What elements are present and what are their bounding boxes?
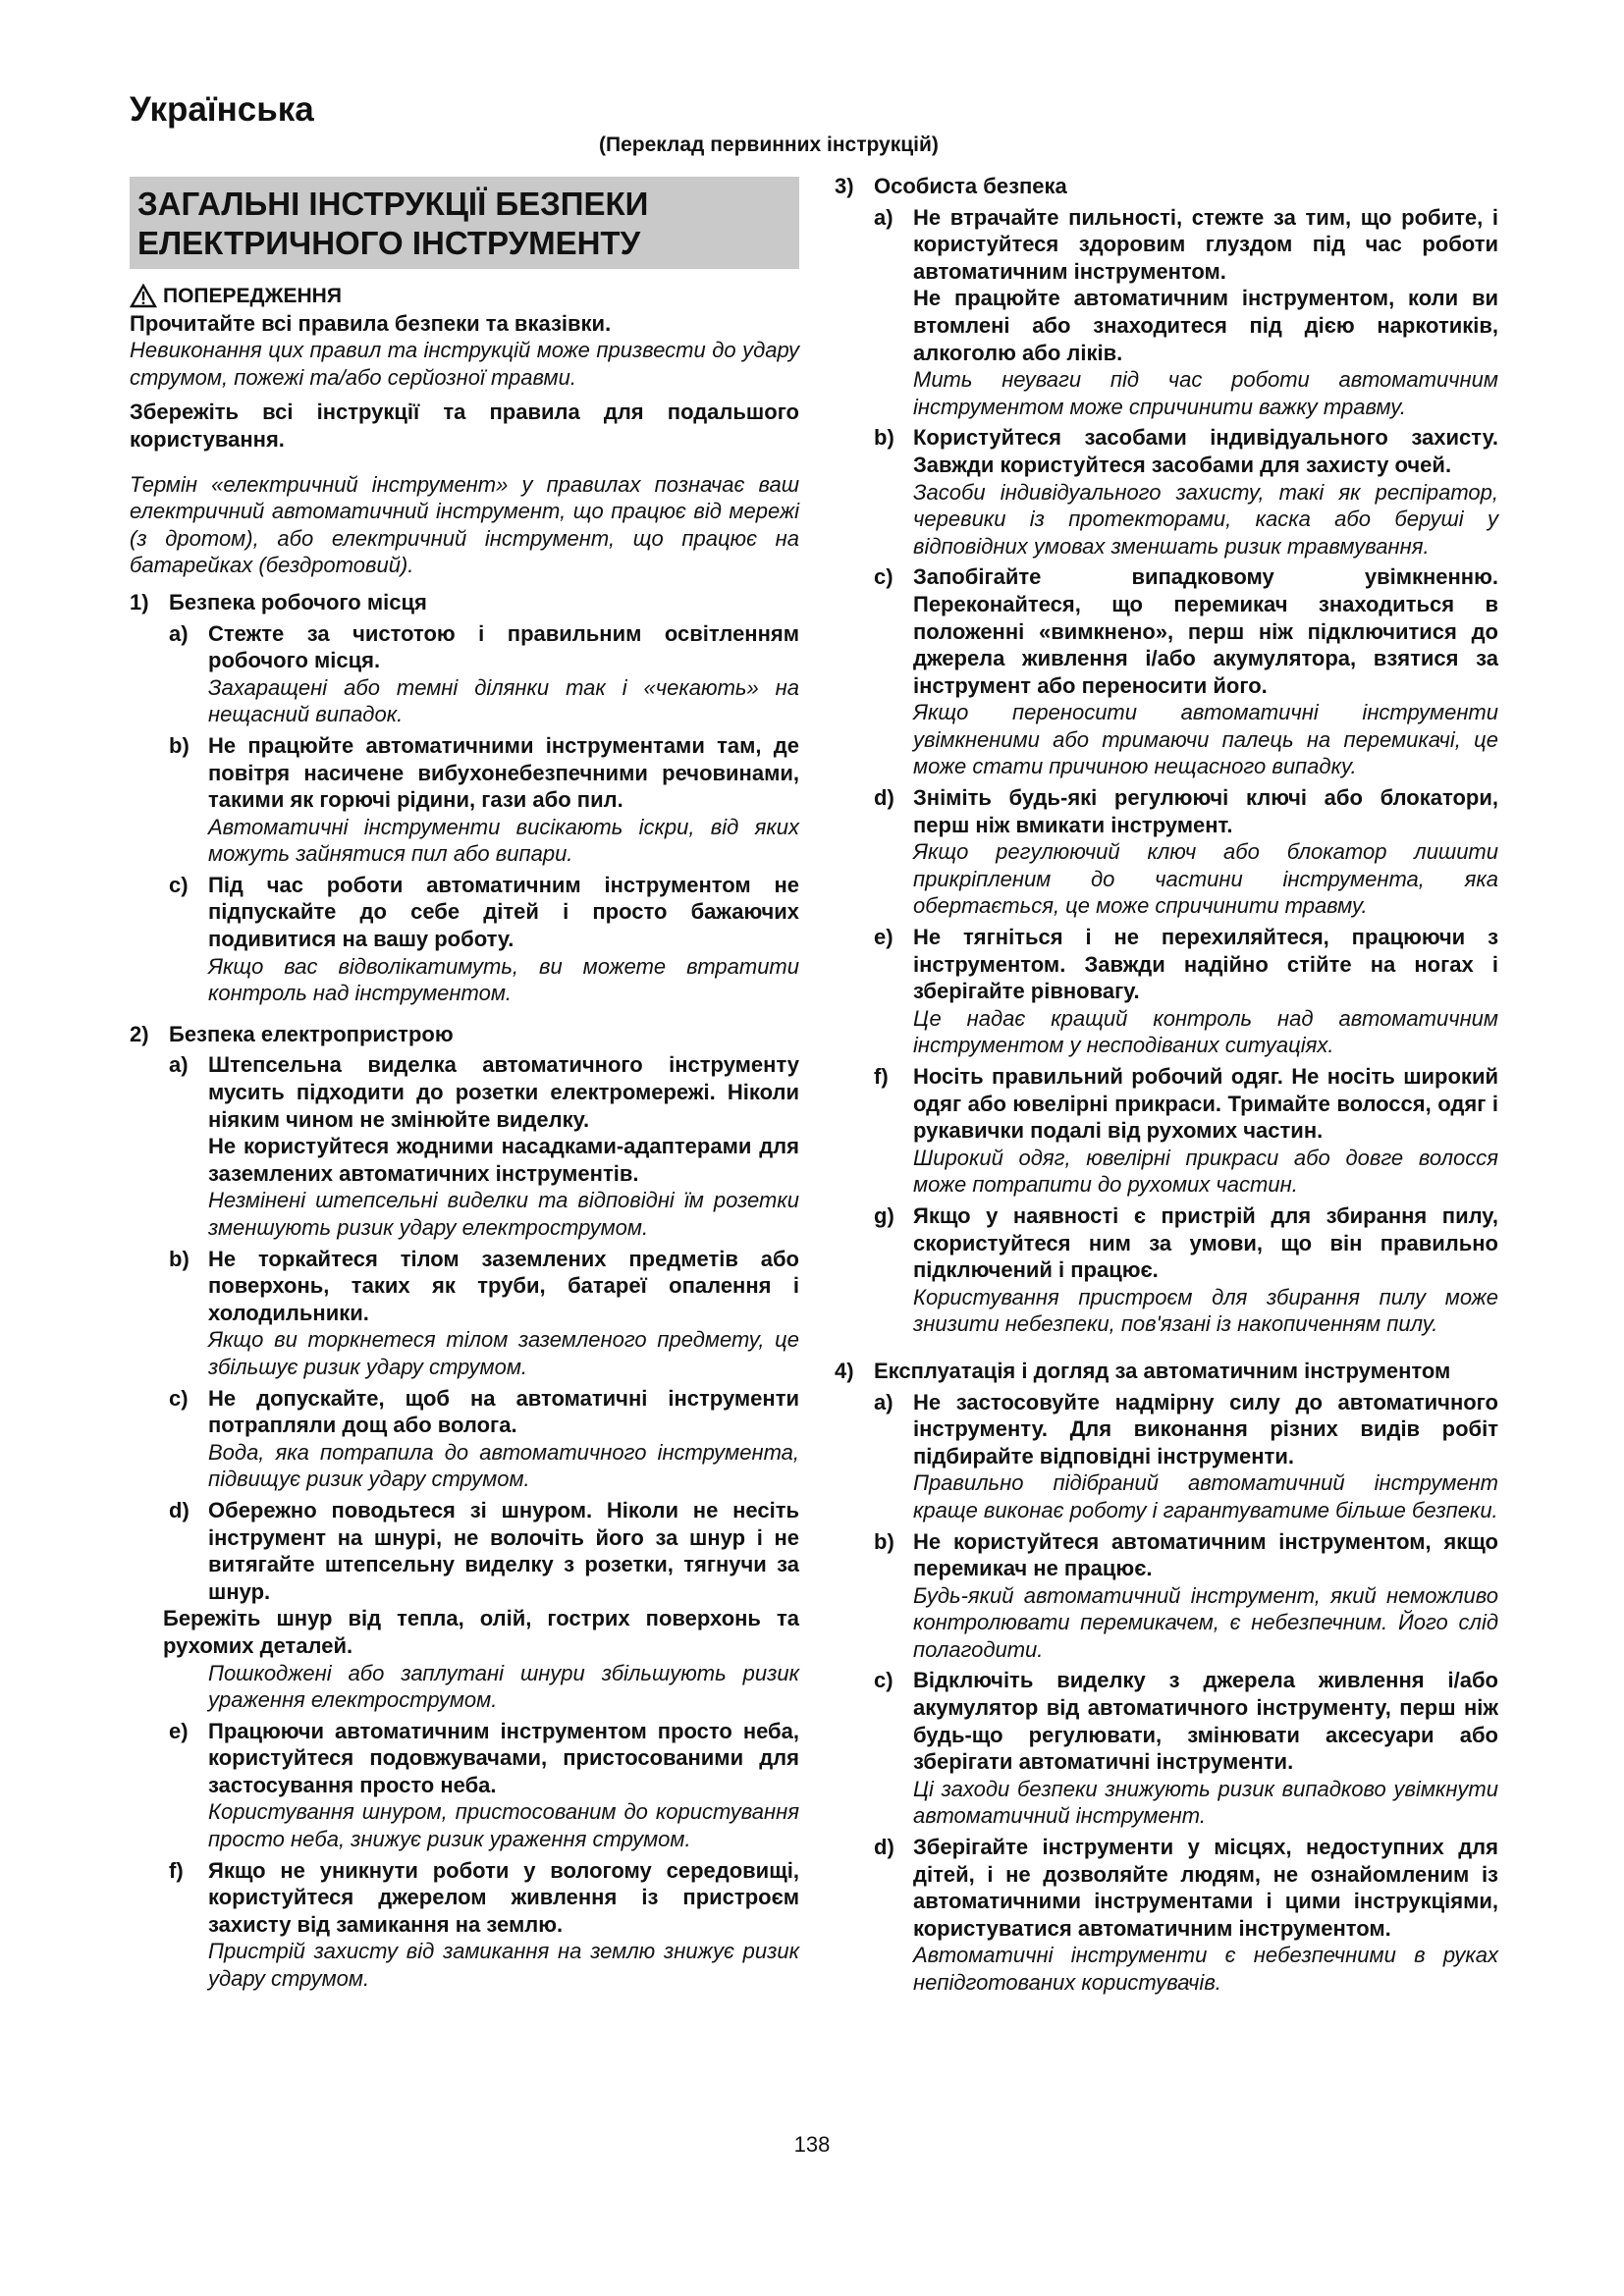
item-bold: Не працюйте автоматичними інструментами там, де повітря насичене вибухонебезпечними речовинами, такими як горючі рідини, гази або пил. bbox=[208, 732, 799, 813]
item-bold: Не працюйте автоматичним інструментом, коли ви втомлені або знаходитеся під дією наркотиків, алкоголю або ліків. bbox=[913, 286, 1498, 365]
item-italic: Пристрій захисту від замикання на землю знижує ризик удару струмом. bbox=[208, 1939, 799, 1992]
warning-heading bbox=[130, 283, 799, 310]
section-3-heading bbox=[835, 173, 1498, 200]
item-italic: Якщо ви торкнетеся тілом заземленого предмету, це збільшує ризик удару струмом. bbox=[208, 1327, 799, 1379]
warning-label: ПОПЕРЕДЖЕННЯ bbox=[163, 285, 342, 307]
list-item bbox=[874, 784, 1498, 920]
list-item bbox=[874, 1389, 1498, 1524]
item-italic: Якщо вас відволікатимуть, ви можете втратити контроль над інструментом. bbox=[208, 953, 799, 1006]
item-label: a) bbox=[874, 204, 893, 230]
item-italic: Засоби індивідуального захисту, такі як респіратор, черевики із протекторами, каска або беруші у відповідних умовах зменшать ризик травмування. bbox=[913, 479, 1498, 559]
language-heading: Українська bbox=[130, 90, 314, 129]
list-item bbox=[874, 1528, 1498, 1664]
list-item bbox=[169, 1857, 799, 1993]
list-item bbox=[169, 872, 799, 1007]
item-bold: Носіть правильний робочий одяг. Не носіть широкий одяг або ювелірні прикраси. Тримайте волосся, одяг і рукавички подалі від рухомих частин. bbox=[913, 1064, 1498, 1144]
list-item bbox=[874, 1834, 1498, 1997]
section-number: 2) bbox=[130, 1021, 149, 1046]
section-number: 4) bbox=[835, 1358, 854, 1383]
item-bold: Відключіть виделку з джерела живлення і/або акумулятор від автоматичного інструменту, перш ніж будь-що регулювати, змінювати аксесуари або зберігати автоматичні інструменти. bbox=[913, 1668, 1498, 1775]
list-item bbox=[169, 1246, 799, 1381]
item-bold: Не торкайтеся тілом заземлених предметів або поверхонь, таких як труби, батареї опалення і холодильники. bbox=[208, 1246, 799, 1325]
item-italic: Автоматичні інструменти є небезпечними в руках непідготованих користувачів. bbox=[913, 1943, 1498, 1995]
section-4-heading bbox=[835, 1358, 1498, 1385]
item-label: d) bbox=[874, 785, 894, 811]
item-label: g) bbox=[874, 1202, 894, 1228]
item-italic: Правильно підібраний автоматичний інструмент краще виконає роботу і гарантуватиме більше безпеки. bbox=[913, 1470, 1498, 1522]
item-label: c) bbox=[169, 1385, 189, 1411]
save-instructions: Збережіть всі інструкції та правила для подальшого користування. bbox=[130, 400, 799, 452]
section-title: Експлуатація і догляд за автоматичним інструментом bbox=[874, 1358, 1451, 1383]
item-bold: Не користуйтеся автоматичним інструментом, якщо перемикач не працює. bbox=[913, 1528, 1498, 1581]
item-label: c) bbox=[874, 1668, 893, 1693]
item-bold: Під час роботи автоматичним інструментом не підпускайте до себе дітей і просто бажаючих подивитися на вашу роботу. bbox=[208, 872, 799, 952]
list-item bbox=[169, 1718, 799, 1853]
section-title-box: ЗАГАЛЬНІ ІНСТРУКЦІЇ БЕЗПЕКИ ЕЛЕКТРИЧНОГО ІНСТРУМЕНТУ bbox=[130, 177, 799, 269]
item-label: a) bbox=[874, 1389, 893, 1415]
item-label: c) bbox=[874, 564, 893, 590]
item-bold: Не втрачайте пильності, стежте за тим, що робите, і користуйтеся здоровим глуздом під час роботи автоматичним інструментом. bbox=[913, 204, 1498, 284]
list-item bbox=[874, 424, 1498, 560]
item-bold: Бережіть шнур від тепла, олій, гострих поверхонь та рухомих деталей. bbox=[163, 1606, 799, 1658]
item-bold: Запобігайте випадковому увімкненню. Переконайтеся, що перемикач знаходиться в положенні «вимкнено», перш ніж підключитися до джерела живлення і/або акумулятора, взятися за інструмент або переносити його. bbox=[913, 564, 1498, 698]
list-item bbox=[874, 1667, 1498, 1830]
item-bold: Якщо не уникнути роботи у вологому середовищі, користуйтеся джерелом живлення із пристроєм захисту від замикання на землю. bbox=[208, 1857, 799, 1937]
item-bold: Не застосовуйте надмірну силу до автоматичного інструменту. Для виконання різних видів робіт підбирайте відповідні інструменти. bbox=[913, 1389, 1498, 1468]
term-definition: Термін «електричний інструмент» у правилах позначає ваш електричний автоматичний інструмент, що працює від мережі (з дротом), або електричний інструмент, що працює на батарейках (бездротовий). bbox=[130, 471, 799, 578]
warning-triangle-icon bbox=[130, 284, 157, 308]
item-label: e) bbox=[874, 925, 893, 950]
section-number: 3) bbox=[835, 174, 854, 198]
item-label: d) bbox=[169, 1497, 189, 1522]
item-italic: Захаращені або темні ділянки так і «чекають» на нещасний випадок. bbox=[208, 674, 799, 727]
list-item bbox=[169, 1497, 799, 1605]
item-italic: Незмінені штепсельні виделки та відповідні їм розетки зменшують ризик удару електрострумом. bbox=[208, 1188, 799, 1240]
item-italic: Будь-який автоматичний інструмент, який неможливо контролювати перемикачем, є небезпечним. Його слід полагодити. bbox=[913, 1582, 1498, 1662]
section-number: 1) bbox=[130, 589, 149, 614]
item-label: d) bbox=[874, 1835, 894, 1860]
item-italic: Вода, яка потрапила до автоматичного інструмента, підвищує ризик удару струмом. bbox=[208, 1439, 799, 1492]
right-column bbox=[835, 173, 1498, 1997]
item-italic: Широкий одяг, ювелірні прикраси або довге волосся може потрапити до рухомих частин. bbox=[913, 1145, 1498, 1198]
item-bold: Не користуйтеся жодними насадками-адаптерами для заземлених автоматичних інструментів. bbox=[208, 1134, 799, 1186]
page-number: 138 bbox=[793, 2132, 831, 2157]
item-italic: Пошкоджені або заплутані шнури збільшують ризик ураження електрострумом. bbox=[208, 1660, 799, 1713]
item-italic: Це надає кращий контроль над автоматичним інструментом у несподіваних ситуаціях. bbox=[913, 1005, 1498, 1058]
item-label: b) bbox=[874, 1528, 894, 1554]
item-italic: Якщо регулюючий ключ або блокатор лишити прикріпленим до частини інструмента, яка обертається, це може спричинити травму. bbox=[913, 839, 1498, 919]
list-item bbox=[874, 204, 1498, 421]
item-label: b) bbox=[169, 1246, 189, 1271]
item-label: a) bbox=[169, 1052, 189, 1078]
item-label: a) bbox=[169, 620, 189, 646]
translation-subtitle: (Переклад первинних інструкцій) bbox=[599, 133, 939, 156]
list-item bbox=[169, 732, 799, 868]
item-bold: Працюючи автоматичним інструментом просто неба, користуйтеся подовжувачами, пристосованими для застосування просто неба. bbox=[208, 1718, 799, 1797]
item-bold: Обережно поводьтеся зі шнуром. Ніколи не несіть інструмент на шнурі, не волочіть його за шнур і не витягайте штепсельну виделку з розетки, тягнучи за шнур. bbox=[208, 1497, 799, 1604]
list-item bbox=[874, 563, 1498, 780]
section-title: Особиста безпека bbox=[874, 174, 1067, 198]
item-italic: Якщо переносити автоматичні інструменти увімкненими або тримаючи палець на перемикачі, це може стати причиною нещасного випадку. bbox=[913, 700, 1498, 779]
intro-italic: Невиконання цих правил та інструкцій може призвести до удару струмом, пожежі та/або серйозної травми. bbox=[130, 338, 799, 390]
item-italic: Мить неуваги під час роботи автоматичним інструментом може спричинити важку травму. bbox=[913, 367, 1498, 419]
left-column bbox=[130, 177, 799, 1993]
list-item bbox=[874, 1063, 1498, 1199]
item-bold: Штепсельна виделка автоматичного інструменту мусить підходити до розетки електромережі. Ніколи ніяким чином не змінюйте виделку. bbox=[208, 1052, 799, 1132]
list-item bbox=[169, 1051, 799, 1241]
section-title: Безпека електропристрою bbox=[169, 1021, 454, 1046]
item-label: c) bbox=[169, 872, 189, 897]
section-title: Безпека робочого місця bbox=[169, 589, 427, 614]
item-label: b) bbox=[169, 732, 189, 758]
item-label: b) bbox=[874, 425, 894, 451]
list-item bbox=[169, 620, 799, 728]
section-1-heading bbox=[130, 589, 799, 616]
item-label: e) bbox=[169, 1718, 189, 1743]
item-bold: Стежте за чистотою і правильним освітленням робочого місця. bbox=[208, 620, 799, 673]
list-item bbox=[874, 924, 1498, 1059]
item-label: f) bbox=[874, 1064, 889, 1089]
item-italic: Користування пристроєм для збирання пилу може знизити небезпеки, пов'язані із накопиченням пилу. bbox=[913, 1284, 1498, 1337]
item-italic: Користування шнуром, пристосованим до користування просто неба, знижує ризик ураження струмом. bbox=[208, 1799, 799, 1852]
item-bold: Не тягніться і не перехиляйтеся, працюючи з інструментом. Завжди надійно стійте на ногах і зберігайте рівновагу. bbox=[913, 925, 1498, 1004]
list-item bbox=[169, 1385, 799, 1493]
item-bold: Якщо у наявності є пристрій для збирання пилу, скористуйтеся ним за умови, що він правильно підключений і працює. bbox=[913, 1202, 1498, 1283]
item-bold: Користуйтеся засобами індивідуального захисту. Завжди користуйтеся засобами для захисту очей. bbox=[913, 425, 1498, 477]
section-2-heading bbox=[130, 1021, 799, 1048]
item-bold: Зберігайте інструменти у місцях, недоступних для дітей, і не дозволяйте людям, не ознайомленим із автоматичними інструментами і цими інструкціями, користуватися автоматичним інструментом. bbox=[913, 1835, 1498, 1941]
item-label: f) bbox=[169, 1857, 184, 1883]
intro-bold: Прочитайте всі правила безпеки та вказівки. bbox=[130, 310, 612, 336]
item-italic: Ці заходи безпеки знижують ризик випадково увімкнути автоматичний інструмент. bbox=[913, 1776, 1498, 1829]
list-item bbox=[874, 1202, 1498, 1338]
item-italic: Автоматичні інструменти висікають іскри, від яких можуть зайнятися пил або випари. bbox=[208, 814, 799, 867]
item-bold: Не допускайте, щоб на автоматичні інструменти потрапляли дощ або волога. bbox=[208, 1385, 799, 1438]
item-bold: Зніміть будь-які регулюючі ключі або блокатори, перш ніж вмикати інструмент. bbox=[913, 785, 1498, 837]
